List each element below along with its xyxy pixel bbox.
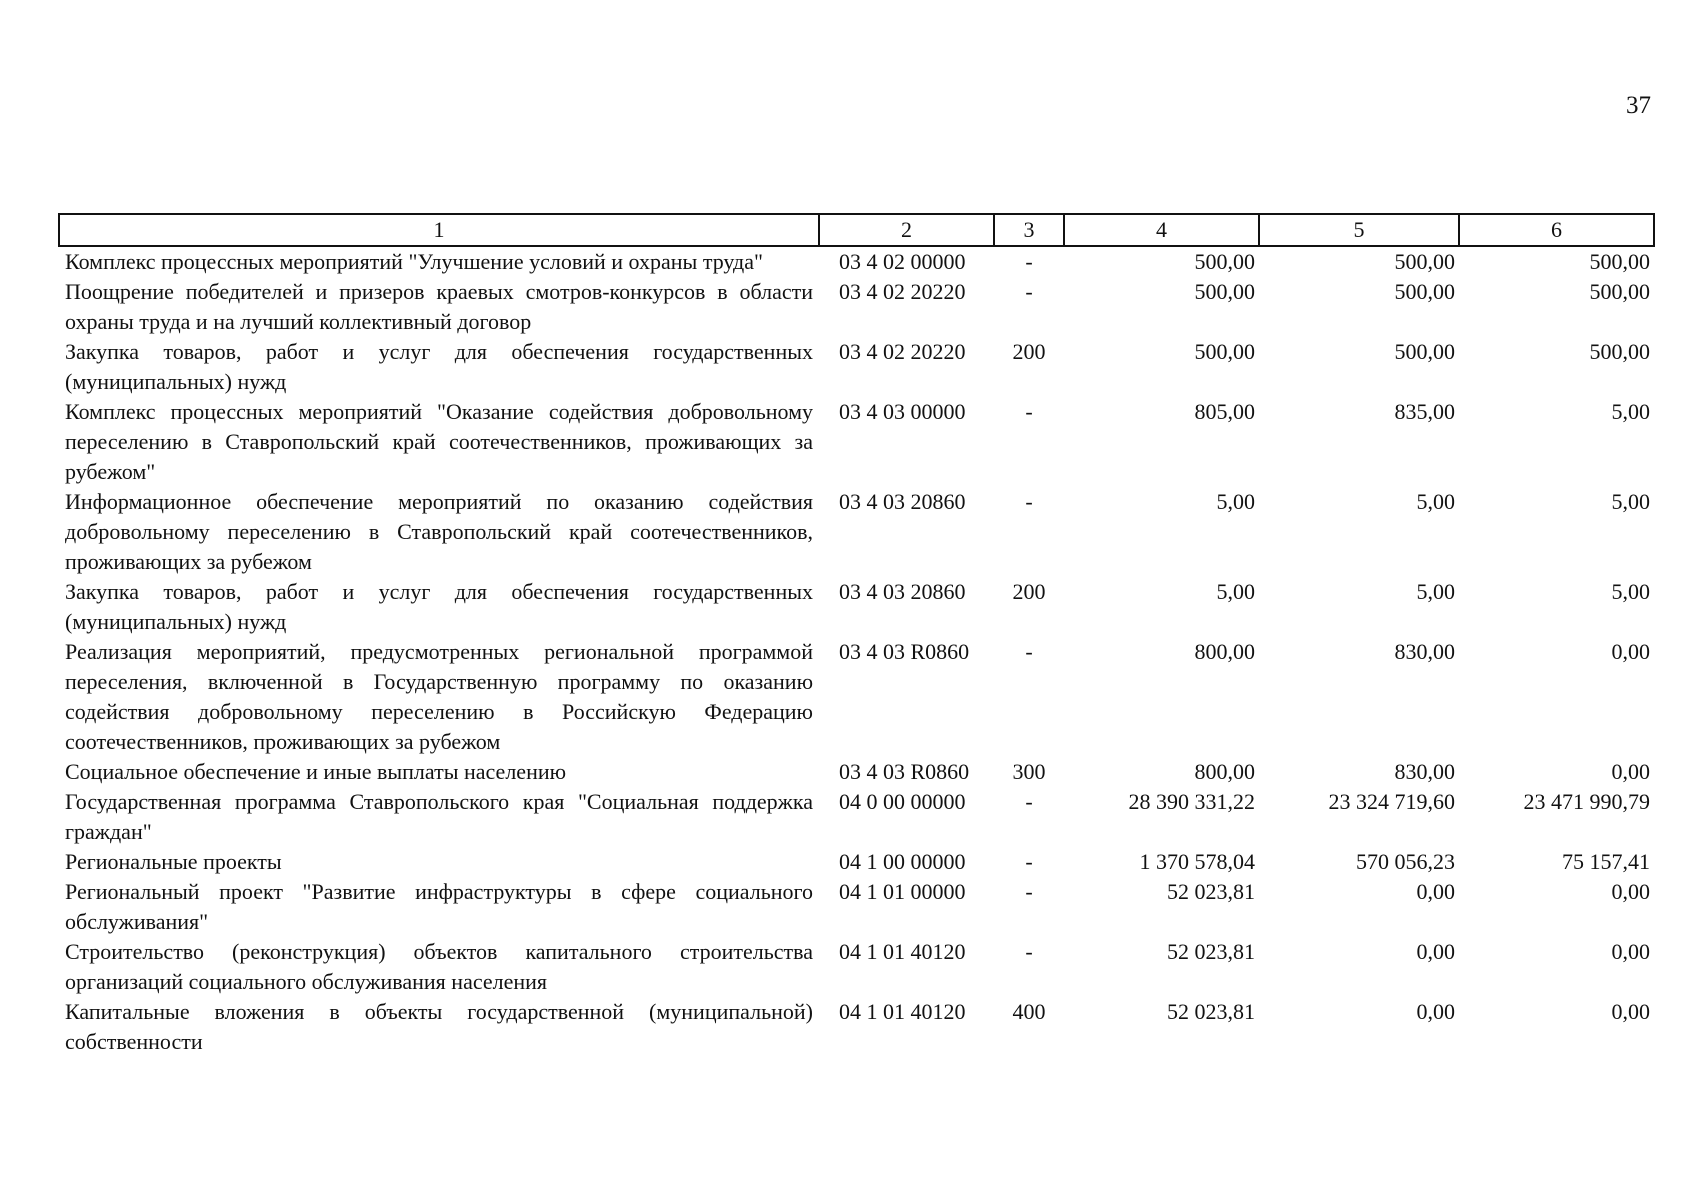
row-value-4: 1 370 578,04: [1139, 849, 1255, 874]
row-value-6: 5,00: [1611, 489, 1650, 514]
row-type: -: [1025, 939, 1033, 964]
row-value-6: 500,00: [1589, 339, 1650, 364]
row-code: 04 1 01 40120: [839, 999, 966, 1024]
row-name: Строительство (реконструкция) объектов капитального строительства организаций социального обслуживания населения: [65, 939, 813, 994]
column-header-5: 5: [1259, 214, 1459, 246]
table-row: [59, 487, 1654, 577]
column-header-3: 3: [994, 214, 1064, 246]
row-value-5: 830,00: [1394, 639, 1455, 664]
row-type: 200: [1012, 339, 1046, 364]
row-value-6: 500,00: [1589, 249, 1650, 274]
row-type: -: [1025, 789, 1033, 814]
row-name: Реализация мероприятий, предусмотренных региональной программой переселения, включенной в Государственную программу по оказанию содействия добровольному переселению в Российскую Федерацию соотечественников, проживающих за рубежом: [65, 639, 813, 754]
row-value-6: 23 471 990,79: [1523, 789, 1650, 814]
row-name: Комплекс процессных мероприятий "Оказание содействия добровольному переселению в Ставропольский край соотечественников, проживающих за рубежом": [65, 399, 813, 484]
row-value-4: 800,00: [1194, 759, 1255, 784]
row-value-5: 23 324 719,60: [1328, 789, 1455, 814]
row-code: 04 1 01 00000: [839, 879, 966, 904]
row-code: 03 4 03 R0860: [839, 639, 970, 664]
column-header-4: 4: [1064, 214, 1259, 246]
row-value-5: 835,00: [1394, 399, 1455, 424]
row-value-4: 500,00: [1194, 339, 1255, 364]
row-code: 04 1 00 00000: [839, 849, 966, 874]
row-value-4: 805,00: [1194, 399, 1255, 424]
row-value-5: 500,00: [1394, 279, 1455, 304]
row-type: -: [1025, 489, 1033, 514]
table-row: [59, 637, 1654, 757]
row-value-4: 5,00: [1216, 489, 1255, 514]
row-value-4: 28 390 331,22: [1128, 789, 1255, 814]
row-name: Поощрение победителей и призеров краевых смотров-конкурсов в области охраны труда и на лучший коллективный договор: [65, 279, 813, 334]
row-name: Государственная программа Ставропольского края "Социальная поддержка граждан": [65, 789, 813, 844]
table-row: [59, 277, 1654, 337]
row-value-5: 0,00: [1416, 939, 1455, 964]
row-value-4: 500,00: [1194, 249, 1255, 274]
budget-table: [58, 213, 1655, 1057]
row-type: 300: [1012, 759, 1046, 784]
row-value-6: 5,00: [1611, 579, 1650, 604]
row-name: Капитальные вложения в объекты государственной (муниципальной) собственности: [65, 999, 813, 1054]
column-header-2: 2: [819, 214, 994, 246]
row-value-5: 5,00: [1416, 489, 1455, 514]
row-type: -: [1025, 849, 1033, 874]
row-code: 03 4 03 20860: [839, 489, 966, 514]
row-type: 400: [1012, 999, 1046, 1024]
row-value-6: 0,00: [1611, 879, 1650, 904]
row-value-5: 500,00: [1394, 249, 1455, 274]
row-value-5: 570 056,23: [1356, 849, 1455, 874]
row-name: Социальное обеспечение и иные выплаты населению: [65, 759, 567, 784]
row-value-5: 0,00: [1416, 879, 1455, 904]
table-row: [59, 847, 1654, 877]
column-header-6: 6: [1459, 214, 1654, 246]
table-row: [59, 337, 1654, 397]
row-name: Региональный проект "Развитие инфраструктуры в сфере социального обслуживания": [65, 879, 813, 934]
table-row: [59, 397, 1654, 487]
row-type: -: [1025, 639, 1033, 664]
row-value-4: 52 023,81: [1167, 879, 1255, 904]
row-type: -: [1025, 399, 1033, 424]
row-name: Региональные проекты: [65, 849, 282, 874]
row-value-6: 0,00: [1611, 639, 1650, 664]
table-row: [59, 577, 1654, 637]
row-value-6: 0,00: [1611, 759, 1650, 784]
row-type: -: [1025, 249, 1033, 274]
table-header-row: [59, 214, 1654, 246]
row-code: 04 1 01 40120: [839, 939, 966, 964]
row-type: -: [1025, 279, 1033, 304]
row-value-5: 500,00: [1394, 339, 1455, 364]
row-code: 03 4 03 00000: [839, 399, 966, 424]
row-value-6: 0,00: [1611, 939, 1650, 964]
row-value-6: 0,00: [1611, 999, 1650, 1024]
row-value-5: 0,00: [1416, 999, 1455, 1024]
table-row: [59, 937, 1654, 997]
row-name: Информационное обеспечение мероприятий по оказанию содействия добровольному переселению в Ставропольский край соотечественников, проживающих за рубежом: [65, 489, 813, 574]
row-value-4: 52 023,81: [1167, 939, 1255, 964]
table-row: [59, 997, 1654, 1057]
row-value-5: 830,00: [1394, 759, 1455, 784]
table-row: [59, 787, 1654, 847]
row-value-4: 52 023,81: [1167, 999, 1255, 1024]
column-header-1: 1: [59, 214, 819, 246]
row-code: 03 4 02 20220: [839, 339, 966, 364]
row-value-4: 500,00: [1194, 279, 1255, 304]
row-value-4: 5,00: [1216, 579, 1255, 604]
table-row: [59, 246, 1654, 277]
row-code: 04 0 00 00000: [839, 789, 966, 814]
table-row: [59, 877, 1654, 937]
row-type: -: [1025, 879, 1033, 904]
row-code: 03 4 02 20220: [839, 279, 966, 304]
page-number: 37: [1626, 92, 1651, 119]
table-row: [59, 757, 1654, 787]
row-value-6: 5,00: [1611, 399, 1650, 424]
row-code: 03 4 02 00000: [839, 249, 966, 274]
row-value-4: 800,00: [1194, 639, 1255, 664]
row-type: 200: [1012, 579, 1046, 604]
row-name: Закупка товаров, работ и услуг для обеспечения государственных (муниципальных) нужд: [65, 579, 813, 634]
row-value-5: 5,00: [1416, 579, 1455, 604]
row-code: 03 4 03 R0860: [839, 759, 970, 784]
row-name: Закупка товаров, работ и услуг для обеспечения государственных (муниципальных) нужд: [65, 339, 813, 394]
row-code: 03 4 03 20860: [839, 579, 966, 604]
row-name: Комплекс процессных мероприятий "Улучшение условий и охраны труда": [65, 249, 763, 274]
row-value-6: 75 157,41: [1562, 849, 1650, 874]
row-value-6: 500,00: [1589, 279, 1650, 304]
